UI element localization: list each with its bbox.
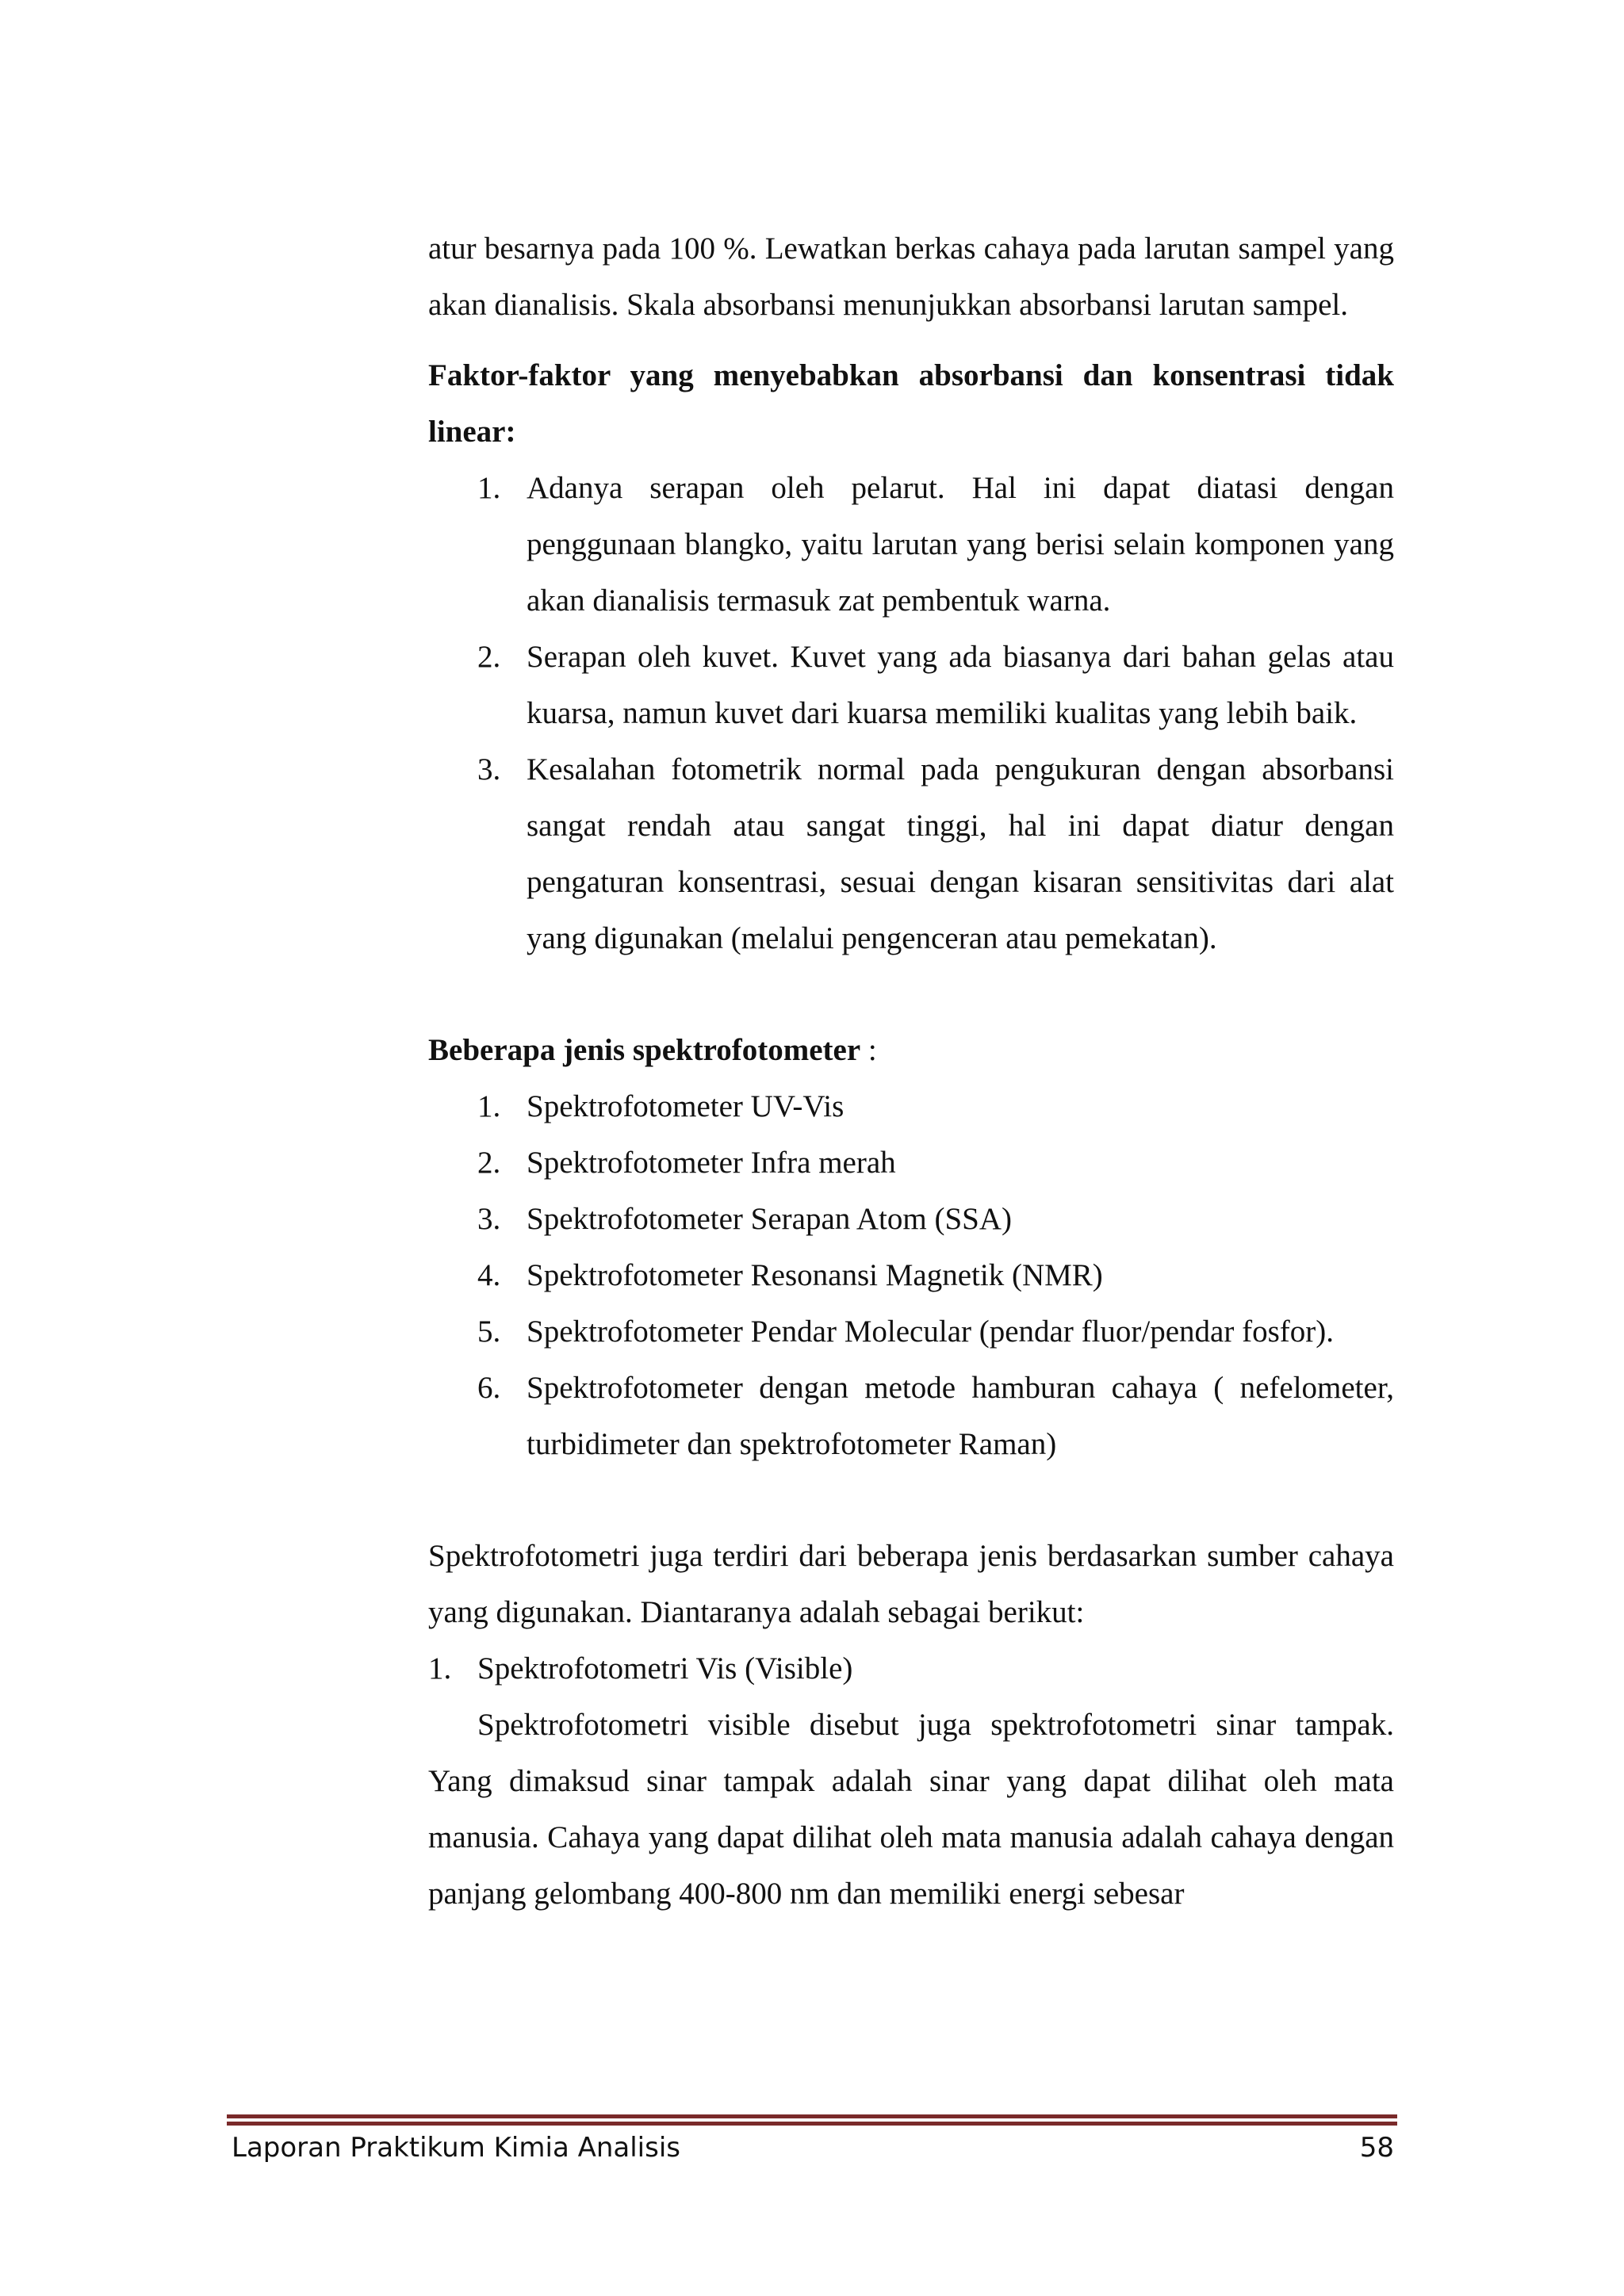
list-item-number: 1.	[477, 471, 501, 505]
list-item-number: 2.	[477, 1146, 501, 1180]
list-item-number: 3.	[477, 752, 501, 786]
page-content	[428, 220, 1394, 1922]
list-item-text: Adanya serapan oleh pelarut. Hal ini dapat diatasi dengan penggunaan blangko, yaitu larutan yang berisi selain komponen yang akan dianalisis termasuk zat pembentuk warna.	[527, 471, 1394, 618]
list-item-number: 2.	[477, 640, 501, 674]
factors-heading: Faktor-faktor yang menyebabkan absorbansi dan konsentrasi tidak linear:	[428, 358, 1394, 449]
list-item-text: Spektrofotometer Pendar Molecular (pendar fluor/pendar fosfor).	[527, 1314, 1334, 1349]
list-item	[428, 1078, 1394, 1135]
types-list	[428, 1078, 1394, 1472]
list-item	[428, 1247, 1394, 1303]
list-item-text: Spektrofotometer Serapan Atom (SSA)	[527, 1202, 1012, 1236]
list-item	[428, 1640, 1394, 1697]
page-number: 58	[1359, 2132, 1394, 2164]
sources-list	[428, 1640, 1394, 1697]
factors-list	[428, 460, 1394, 966]
list-item-number: 1.	[477, 1089, 501, 1123]
list-item	[428, 741, 1394, 966]
visible-description-paragraph: Spektrofotometri visible disebut juga spektrofotometri sinar tampak. Yang dimaksud sinar tampak adalah sinar yang dapat dilihat oleh mata manusia. Cahaya yang dapat dilihat oleh mata manusia adalah cahaya dengan panjang gelombang 400-800 nm dan memiliki energi sebesar	[428, 1708, 1394, 1911]
list-item-text: Spektrofotometer Infra merah	[527, 1146, 896, 1180]
list-item	[428, 460, 1394, 629]
types-heading-suffix: :	[860, 1033, 877, 1067]
list-item-text: Spektrofotometri Vis (Visible)	[477, 1651, 853, 1686]
list-item-text: Spektrofotometer UV-Vis	[527, 1089, 845, 1123]
sources-intro: Spektrofotometri juga terdiri dari beberapa jenis berdasarkan sumber cahaya yang digunakan. Diantaranya adalah sebagai berikut:	[428, 1539, 1394, 1629]
list-item-number: 5.	[477, 1314, 501, 1349]
list-item-text: Kesalahan fotometrik normal pada pengukuran dengan absorbansi sangat rendah atau sangat tinggi, hal ini dapat diatur dengan pengaturan konsentrasi, sesuai dengan kisaran sensitivitas dari alat yang digunakan (melalui pengenceran atau pemekatan).	[527, 752, 1394, 955]
page-footer	[232, 2128, 1394, 2168]
list-item	[428, 629, 1394, 741]
list-item	[428, 1303, 1394, 1360]
intro-paragraph: atur besarnya pada 100 %. Lewatkan berkas cahaya pada larutan sampel yang akan dianalisis. Skala absorbansi menunjukkan absorbansi larutan sampel.	[428, 232, 1394, 322]
list-item-text: Serapan oleh kuvet. Kuvet yang ada biasanya dari bahan gelas atau kuarsa, namun kuvet dari kuarsa memiliki kualitas yang lebih baik.	[527, 640, 1394, 730]
list-item	[428, 1191, 1394, 1247]
footer-title: Laporan Praktikum Kimia Analisis	[232, 2132, 680, 2164]
list-item-number: 6.	[477, 1371, 501, 1405]
types-heading-line	[428, 1022, 1394, 1078]
footer-rule	[227, 2114, 1397, 2126]
list-item-text: Spektrofotometer dengan metode hamburan cahaya ( nefelometer, turbidimeter dan spektrofotometer Raman)	[527, 1371, 1394, 1461]
list-item-text: Spektrofotometer Resonansi Magnetik (NMR)	[527, 1258, 1103, 1292]
list-item-number: 1.	[428, 1651, 452, 1686]
list-item	[428, 1135, 1394, 1191]
types-heading: Beberapa jenis spektrofotometer	[428, 1033, 861, 1067]
list-item-number: 4.	[477, 1258, 501, 1292]
list-item	[428, 1360, 1394, 1472]
list-item-number: 3.	[477, 1202, 501, 1236]
